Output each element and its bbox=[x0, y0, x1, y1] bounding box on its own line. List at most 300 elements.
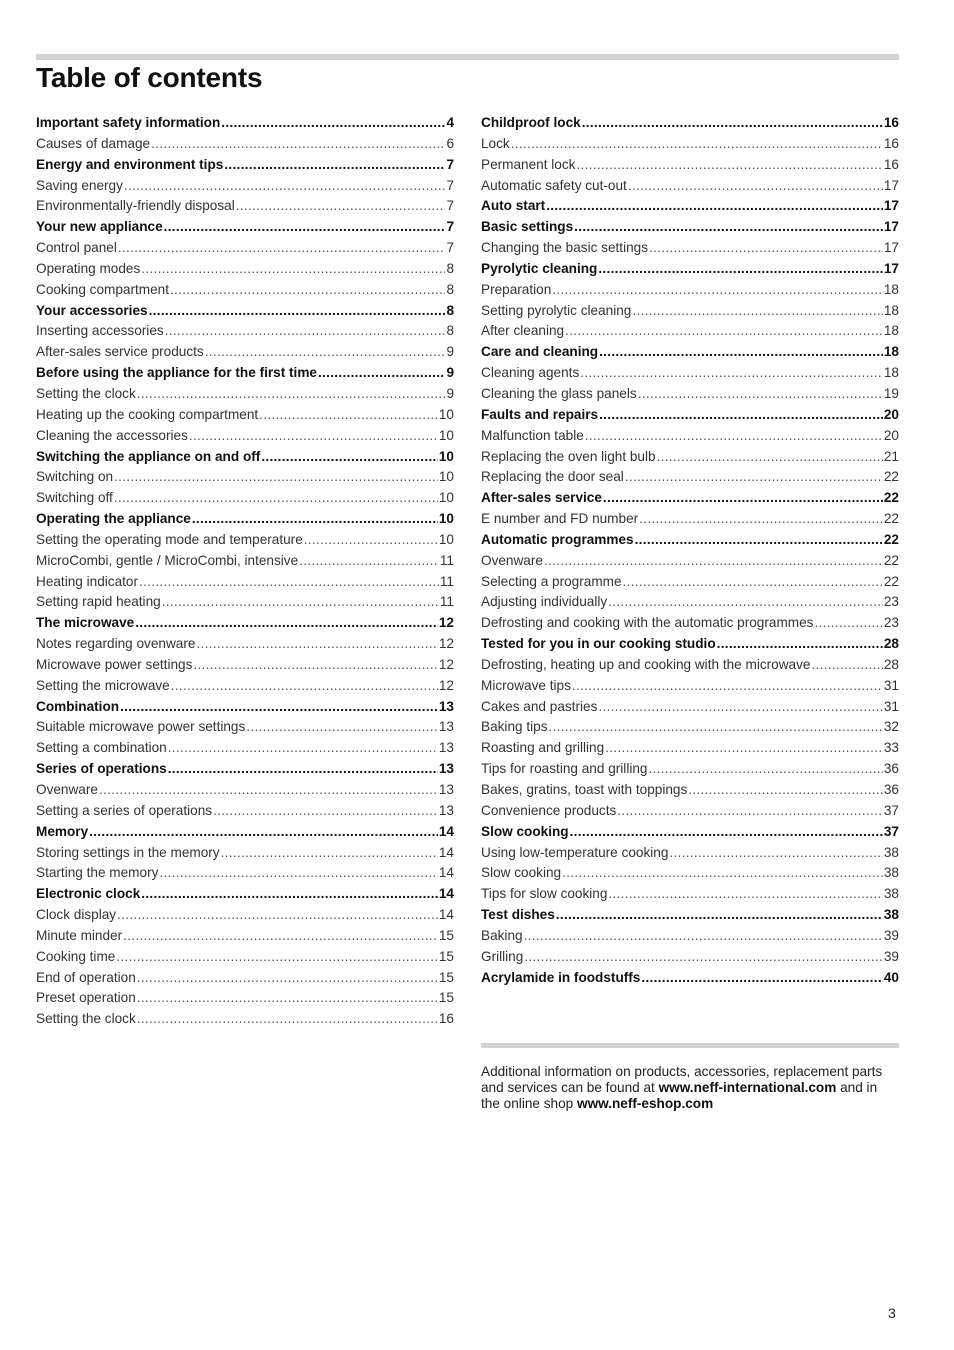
toc-entry[interactable] bbox=[481, 803, 899, 824]
toc-leader-dots bbox=[162, 594, 439, 609]
toc-entry[interactable] bbox=[481, 699, 899, 720]
toc-heading[interactable] bbox=[36, 886, 454, 907]
toc-leader-dots bbox=[688, 782, 883, 797]
toc-page-number: 13 bbox=[438, 761, 454, 777]
page-title: Table of contents bbox=[36, 62, 263, 93]
toc-page-number: 23 bbox=[883, 615, 899, 631]
toc-leader-dots bbox=[139, 574, 439, 589]
toc-leader-dots bbox=[135, 615, 438, 630]
toc-label: Bakes, gratins, toast with toppings bbox=[481, 782, 688, 797]
toc-label: Tips for slow cooking bbox=[481, 886, 608, 902]
toc-page-number: 18 bbox=[883, 344, 899, 360]
toc-page-number: 23 bbox=[883, 594, 899, 610]
toc-page-number: 37 bbox=[883, 823, 899, 839]
toc-entry[interactable] bbox=[481, 886, 899, 907]
toc-label: Switching on bbox=[36, 469, 114, 485]
toc-entry[interactable] bbox=[481, 782, 899, 803]
toc-page-number: 22 bbox=[883, 552, 899, 568]
toc-heading[interactable] bbox=[481, 970, 899, 991]
toc-label: Cooking compartment bbox=[36, 281, 169, 297]
toc-entry[interactable] bbox=[481, 178, 899, 199]
toc-leader-dots bbox=[205, 344, 446, 359]
toc-entry[interactable] bbox=[481, 157, 899, 178]
toc-page-number: 38 bbox=[883, 907, 899, 923]
toc-page-number: 14 bbox=[438, 907, 454, 923]
toc-entry[interactable] bbox=[36, 657, 454, 678]
toc-entry[interactable] bbox=[36, 532, 454, 553]
toc-leader-dots bbox=[603, 490, 883, 505]
toc-label: Series of operations bbox=[36, 761, 167, 777]
toc-heading[interactable] bbox=[481, 532, 899, 553]
toc-leader-dots bbox=[585, 428, 883, 443]
toc-entry[interactable] bbox=[36, 407, 454, 428]
toc-label: Microwave tips bbox=[481, 677, 571, 693]
toc-label: Selecting a programme bbox=[481, 573, 622, 589]
toc-label: Setting the microwave bbox=[36, 677, 170, 693]
toc-leader-dots bbox=[599, 407, 883, 422]
toc-label: Auto start bbox=[481, 198, 546, 214]
toc-heading[interactable] bbox=[481, 907, 899, 928]
toc-leader-dots bbox=[192, 511, 438, 526]
toc-leader-dots bbox=[608, 886, 882, 901]
info-rule bbox=[481, 1043, 899, 1048]
toc-entry[interactable] bbox=[36, 845, 454, 866]
toc-label: Your accessories bbox=[36, 302, 148, 318]
toc-leader-dots bbox=[124, 178, 446, 193]
toc-leader-dots bbox=[623, 574, 883, 589]
toc-leader-dots bbox=[552, 282, 883, 297]
toc-entry[interactable] bbox=[481, 469, 899, 490]
toc-label: Electronic clock bbox=[36, 886, 141, 902]
toc-entry[interactable] bbox=[36, 386, 454, 407]
toc-heading[interactable] bbox=[481, 636, 899, 657]
toc-leader-dots bbox=[196, 636, 437, 651]
toc-entry[interactable] bbox=[481, 282, 899, 303]
toc-leader-dots bbox=[546, 198, 883, 213]
toc-page-number: 9 bbox=[446, 344, 454, 360]
toc-leader-dots bbox=[639, 511, 883, 526]
toc-label: Slow cooking bbox=[481, 865, 562, 881]
toc-label: MicroCombi, gentle / MicroCombi, intensive bbox=[36, 552, 299, 568]
toc-page-number: 38 bbox=[883, 865, 899, 881]
toc-label: Baking bbox=[481, 927, 523, 943]
toc-leader-dots bbox=[572, 678, 883, 693]
toc-entry[interactable] bbox=[36, 553, 454, 574]
toc-heading[interactable] bbox=[481, 824, 899, 845]
toc-page-number: 39 bbox=[883, 948, 899, 964]
info-note bbox=[481, 1064, 899, 1112]
toc-page-number: 7 bbox=[446, 198, 454, 214]
toc-entry[interactable] bbox=[481, 428, 899, 449]
toc-page-number: 7 bbox=[446, 219, 454, 235]
toc-leader-dots bbox=[599, 344, 883, 359]
toc-right-column bbox=[481, 115, 899, 990]
toc-leader-dots bbox=[318, 365, 445, 380]
toc-label: Preparation bbox=[481, 281, 552, 297]
toc-leader-dots bbox=[598, 699, 883, 714]
toc-label: Pyrolytic cleaning bbox=[481, 260, 598, 276]
toc-leader-dots bbox=[159, 865, 437, 880]
toc-leader-dots bbox=[137, 990, 438, 1005]
toc-heading[interactable] bbox=[36, 365, 454, 386]
toc-page-number: 20 bbox=[883, 406, 899, 422]
toc-entry[interactable] bbox=[481, 574, 899, 595]
toc-leader-dots bbox=[137, 1011, 438, 1026]
toc-heading[interactable] bbox=[36, 115, 454, 136]
toc-page-number: 32 bbox=[883, 719, 899, 735]
toc-leader-dots bbox=[170, 282, 445, 297]
toc-entry[interactable] bbox=[36, 970, 454, 991]
toc-leader-dots bbox=[580, 365, 883, 380]
toc-page-number: 10 bbox=[438, 427, 454, 443]
toc-page-number: 14 bbox=[438, 865, 454, 881]
toc-label: After-sales service products bbox=[36, 344, 204, 360]
toc-leader-dots bbox=[299, 553, 439, 568]
toc-leader-dots bbox=[151, 136, 445, 151]
toc-label: Storing settings in the memory bbox=[36, 844, 220, 860]
toc-label: Setting the clock bbox=[36, 1011, 136, 1027]
toc-leader-dots bbox=[669, 845, 882, 860]
toc-label: Inserting accessories bbox=[36, 323, 164, 339]
toc-leader-dots bbox=[565, 323, 883, 338]
toc-leader-dots bbox=[814, 615, 882, 630]
toc-page-number: 17 bbox=[883, 198, 899, 214]
toc-entry[interactable] bbox=[36, 719, 454, 740]
page-number: 3 bbox=[888, 1305, 896, 1321]
toc-page-number: 7 bbox=[446, 240, 454, 256]
toc-label: Malfunction table bbox=[481, 427, 584, 443]
toc-entry[interactable] bbox=[36, 928, 454, 949]
toc-page-number: 8 bbox=[446, 260, 454, 276]
toc-leader-dots bbox=[638, 386, 883, 401]
toc-label: Setting a combination bbox=[36, 740, 167, 756]
toc-page-number: 7 bbox=[446, 156, 454, 172]
toc-entry[interactable] bbox=[481, 594, 899, 615]
toc-page-number: 21 bbox=[883, 448, 899, 464]
toc-entry[interactable] bbox=[481, 865, 899, 886]
toc-label: Test dishes bbox=[481, 907, 555, 923]
info-link-eshop[interactable]: www.neff-eshop.com bbox=[577, 1096, 714, 1111]
toc-leader-dots bbox=[598, 261, 883, 276]
toc-leader-dots bbox=[224, 157, 445, 172]
toc-heading[interactable] bbox=[481, 490, 899, 511]
toc-label: Notes regarding ovenware bbox=[36, 636, 196, 652]
toc-page-number: 22 bbox=[883, 490, 899, 506]
toc-entry[interactable] bbox=[36, 198, 454, 219]
toc-leader-dots bbox=[259, 407, 438, 422]
toc-leader-dots bbox=[189, 428, 438, 443]
toc-heading[interactable] bbox=[36, 219, 454, 240]
toc-label: Cooking time bbox=[36, 948, 116, 964]
toc-page-number: 12 bbox=[438, 677, 454, 693]
toc-leader-dots bbox=[641, 970, 883, 985]
toc-entry[interactable] bbox=[481, 657, 899, 678]
toc-page-number: 20 bbox=[883, 427, 899, 443]
toc-entry[interactable] bbox=[481, 740, 899, 761]
toc-label: After cleaning bbox=[481, 323, 565, 339]
toc-entry[interactable] bbox=[481, 136, 899, 157]
toc-label: Environmentally-friendly disposal bbox=[36, 198, 235, 214]
toc-label: Minute minder bbox=[36, 927, 123, 943]
toc-entry[interactable] bbox=[481, 303, 899, 324]
toc-leader-dots bbox=[137, 970, 438, 985]
toc-entry[interactable] bbox=[481, 761, 899, 782]
toc-label: Cleaning agents bbox=[481, 365, 580, 381]
toc-leader-dots bbox=[236, 198, 446, 213]
toc-leader-dots bbox=[141, 886, 438, 901]
toc-label: Important safety information bbox=[36, 115, 221, 130]
toc-page-number: 17 bbox=[883, 219, 899, 235]
toc-entry[interactable] bbox=[36, 574, 454, 595]
toc-entry[interactable] bbox=[481, 719, 899, 740]
toc-leader-dots bbox=[114, 469, 438, 484]
toc-entry[interactable] bbox=[36, 344, 454, 365]
toc-page-number: 13 bbox=[438, 740, 454, 756]
toc-label: Using low-temperature cooking bbox=[481, 844, 669, 860]
toc-label: Baking tips bbox=[481, 719, 548, 735]
toc-label: Changing the basic settings bbox=[481, 240, 649, 256]
toc-page-number: 7 bbox=[446, 177, 454, 193]
toc-heading[interactable] bbox=[36, 449, 454, 470]
toc-leader-dots bbox=[544, 553, 883, 568]
toc-entry[interactable] bbox=[36, 428, 454, 449]
toc-entry[interactable] bbox=[36, 490, 454, 511]
toc-page-number: 10 bbox=[438, 531, 454, 547]
toc-entry[interactable] bbox=[481, 240, 899, 261]
toc-page-number: 14 bbox=[438, 823, 454, 839]
toc-page-number: 38 bbox=[883, 886, 899, 902]
toc-leader-dots bbox=[221, 845, 438, 860]
toc-page-number: 13 bbox=[438, 782, 454, 797]
toc-entry[interactable] bbox=[36, 678, 454, 699]
toc-label: Cleaning the accessories bbox=[36, 427, 188, 443]
toc-label: Preset operation bbox=[36, 990, 136, 1006]
toc-page-number: 12 bbox=[438, 656, 454, 672]
toc-leader-dots bbox=[648, 761, 882, 776]
toc-heading[interactable] bbox=[481, 261, 899, 282]
toc-page-number: 18 bbox=[883, 281, 899, 297]
toc-heading[interactable] bbox=[481, 344, 899, 365]
toc-page-number: 22 bbox=[883, 573, 899, 589]
toc-page-number: 36 bbox=[883, 782, 899, 797]
toc-page-number: 22 bbox=[883, 469, 899, 485]
toc-page-number: 11 bbox=[439, 552, 454, 568]
toc-entry[interactable] bbox=[481, 553, 899, 574]
toc-page-number: 39 bbox=[883, 927, 899, 943]
toc-page-number: 4 bbox=[446, 115, 454, 130]
toc-page-number: 31 bbox=[883, 677, 899, 693]
toc-label: Slow cooking bbox=[481, 823, 569, 839]
toc-page-number: 22 bbox=[883, 531, 899, 547]
toc-entry[interactable] bbox=[481, 511, 899, 532]
toc-heading[interactable] bbox=[481, 219, 899, 240]
toc-leader-dots bbox=[556, 907, 883, 922]
toc-label: Setting the clock bbox=[36, 385, 136, 401]
toc-entry[interactable] bbox=[36, 740, 454, 761]
toc-label: Ovenware bbox=[36, 782, 98, 797]
toc-leader-dots bbox=[118, 240, 446, 255]
toc-leader-dots bbox=[608, 594, 883, 609]
toc-entry[interactable] bbox=[36, 469, 454, 490]
toc-leader-dots bbox=[120, 699, 438, 714]
info-link-website[interactable]: www.neff-international.com bbox=[658, 1080, 837, 1095]
toc-heading[interactable] bbox=[481, 407, 899, 428]
toc-leader-dots bbox=[582, 115, 883, 130]
toc-label: Setting the operating mode and temperature bbox=[36, 531, 303, 547]
toc-label: Switching the appliance on and off bbox=[36, 448, 261, 464]
toc-entry[interactable] bbox=[36, 865, 454, 886]
toc-entry[interactable] bbox=[481, 449, 899, 470]
toc-page-number: 19 bbox=[883, 385, 899, 401]
toc-leader-dots bbox=[511, 136, 883, 151]
toc-label: Clock display bbox=[36, 907, 117, 923]
toc-page-number: 37 bbox=[883, 802, 899, 818]
toc-entry[interactable] bbox=[481, 323, 899, 344]
toc-entry[interactable] bbox=[36, 1011, 454, 1032]
toc-label: Adjusting individually bbox=[481, 594, 608, 610]
toc-page-number: 10 bbox=[438, 406, 454, 422]
toc-label: Cakes and pastries bbox=[481, 698, 598, 714]
toc-label: E number and FD number bbox=[481, 511, 639, 527]
toc-page-number: 10 bbox=[438, 448, 454, 464]
toc-page-number: 11 bbox=[439, 594, 454, 610]
toc-leader-dots bbox=[717, 636, 883, 651]
toc-page-number: 36 bbox=[883, 761, 899, 777]
toc-label: The microwave bbox=[36, 615, 135, 631]
toc-label: Permanent lock bbox=[481, 156, 576, 172]
toc-entry[interactable] bbox=[481, 928, 899, 949]
toc-entry[interactable] bbox=[36, 594, 454, 615]
toc-page-number: 14 bbox=[438, 886, 454, 902]
toc-page-number: 12 bbox=[438, 615, 454, 631]
toc-label: Tested for you in our cooking studio bbox=[481, 636, 716, 652]
toc-page-number: 8 bbox=[446, 302, 454, 318]
toc-leader-dots bbox=[635, 532, 883, 547]
toc-page-number: 10 bbox=[438, 469, 454, 485]
toc-leader-dots bbox=[164, 219, 446, 234]
toc-entry[interactable] bbox=[36, 323, 454, 344]
toc-label: Memory bbox=[36, 823, 89, 839]
toc-entry[interactable] bbox=[481, 678, 899, 699]
toc-entry[interactable] bbox=[36, 990, 454, 1011]
toc-leader-dots bbox=[117, 907, 438, 922]
toc-label: Convenience products bbox=[481, 802, 617, 818]
toc-entry[interactable] bbox=[36, 178, 454, 199]
toc-page-number: 8 bbox=[446, 323, 454, 339]
toc-label: After-sales service bbox=[481, 490, 602, 506]
toc-entry[interactable] bbox=[36, 782, 454, 803]
toc-entry[interactable] bbox=[36, 907, 454, 928]
toc-leader-dots bbox=[168, 740, 438, 755]
toc-label: Grilling bbox=[481, 948, 524, 964]
toc-leader-dots bbox=[141, 261, 445, 276]
toc-page-number: 15 bbox=[438, 927, 454, 943]
toc-entry[interactable] bbox=[36, 136, 454, 157]
toc-heading[interactable] bbox=[36, 303, 454, 324]
toc-page-number: 22 bbox=[883, 511, 899, 527]
toc-label: Lock bbox=[481, 135, 510, 151]
toc-entry[interactable] bbox=[36, 261, 454, 282]
toc-label: Operating modes bbox=[36, 260, 141, 276]
toc-leader-dots bbox=[221, 115, 445, 130]
toc-label: Control panel bbox=[36, 240, 117, 256]
toc-heading[interactable] bbox=[36, 699, 454, 720]
toc-label: Heating indicator bbox=[36, 573, 139, 589]
toc-label: Suitable microwave power settings bbox=[36, 719, 246, 735]
toc-leader-dots bbox=[171, 678, 438, 693]
toc-page-number: 16 bbox=[883, 156, 899, 172]
toc-label: Switching off bbox=[36, 490, 113, 506]
toc-page-number: 18 bbox=[883, 365, 899, 381]
toc-page-number: 9 bbox=[446, 385, 454, 401]
toc-heading[interactable] bbox=[36, 824, 454, 845]
toc-page-number: 38 bbox=[883, 844, 899, 860]
toc-leader-dots bbox=[524, 928, 883, 943]
toc-label: Saving energy bbox=[36, 177, 123, 193]
toc-label: Tips for roasting and grilling bbox=[481, 761, 648, 777]
toc-page-number: 15 bbox=[438, 969, 454, 985]
toc-heading[interactable] bbox=[481, 198, 899, 219]
toc-entry[interactable] bbox=[481, 949, 899, 970]
toc-page-number: 6 bbox=[446, 135, 454, 151]
toc-entry[interactable] bbox=[36, 282, 454, 303]
toc-entry[interactable] bbox=[36, 636, 454, 657]
toc-label: Defrosting, heating up and cooking with the microwave bbox=[481, 656, 811, 672]
toc-heading[interactable] bbox=[36, 157, 454, 178]
info-text-1: Additional information on products, accessories, replacement parts and services can be found at bbox=[481, 1064, 883, 1095]
toc-label: Energy and environment tips bbox=[36, 156, 224, 172]
toc-page-number: 28 bbox=[883, 636, 899, 652]
toc-label: Basic settings bbox=[481, 219, 574, 235]
toc-heading[interactable] bbox=[36, 615, 454, 636]
toc-page-number: 13 bbox=[438, 719, 454, 735]
toc-page-number: 16 bbox=[883, 135, 899, 151]
toc-entry[interactable] bbox=[36, 803, 454, 824]
info-text-2: and in the online shop bbox=[481, 1080, 878, 1111]
toc-leader-dots bbox=[657, 449, 883, 464]
toc-leader-dots bbox=[165, 323, 446, 338]
top-rule bbox=[36, 54, 899, 60]
toc-page-number: 9 bbox=[446, 365, 454, 381]
toc-heading[interactable] bbox=[36, 761, 454, 782]
toc-heading[interactable] bbox=[481, 115, 899, 136]
toc-page-number: 10 bbox=[438, 511, 454, 527]
toc-page-number: 33 bbox=[883, 740, 899, 756]
toc-entry[interactable] bbox=[36, 949, 454, 970]
toc-page-number: 15 bbox=[438, 990, 454, 1006]
toc-heading[interactable] bbox=[36, 511, 454, 532]
toc-leader-dots bbox=[149, 303, 446, 318]
toc-page-number: 13 bbox=[438, 698, 454, 714]
toc-leader-dots bbox=[261, 449, 438, 464]
toc-entry[interactable] bbox=[481, 386, 899, 407]
toc-label: Automatic safety cut-out bbox=[481, 177, 627, 193]
toc-entry[interactable] bbox=[481, 845, 899, 866]
toc-leader-dots bbox=[649, 240, 883, 255]
toc-label: Setting rapid heating bbox=[36, 594, 161, 610]
toc-entry[interactable] bbox=[36, 240, 454, 261]
toc-entry[interactable] bbox=[481, 615, 899, 636]
toc-entry[interactable] bbox=[481, 365, 899, 386]
toc-label: Ovenware bbox=[481, 552, 543, 568]
toc-page-number: 40 bbox=[883, 969, 899, 985]
toc-page-number: 17 bbox=[883, 240, 899, 256]
toc-page-number: 10 bbox=[438, 490, 454, 506]
toc-label: Setting pyrolytic cleaning bbox=[481, 302, 632, 318]
toc-leader-dots bbox=[811, 657, 882, 672]
toc-label: Childproof lock bbox=[481, 115, 581, 130]
toc-page-number: 12 bbox=[438, 636, 454, 652]
